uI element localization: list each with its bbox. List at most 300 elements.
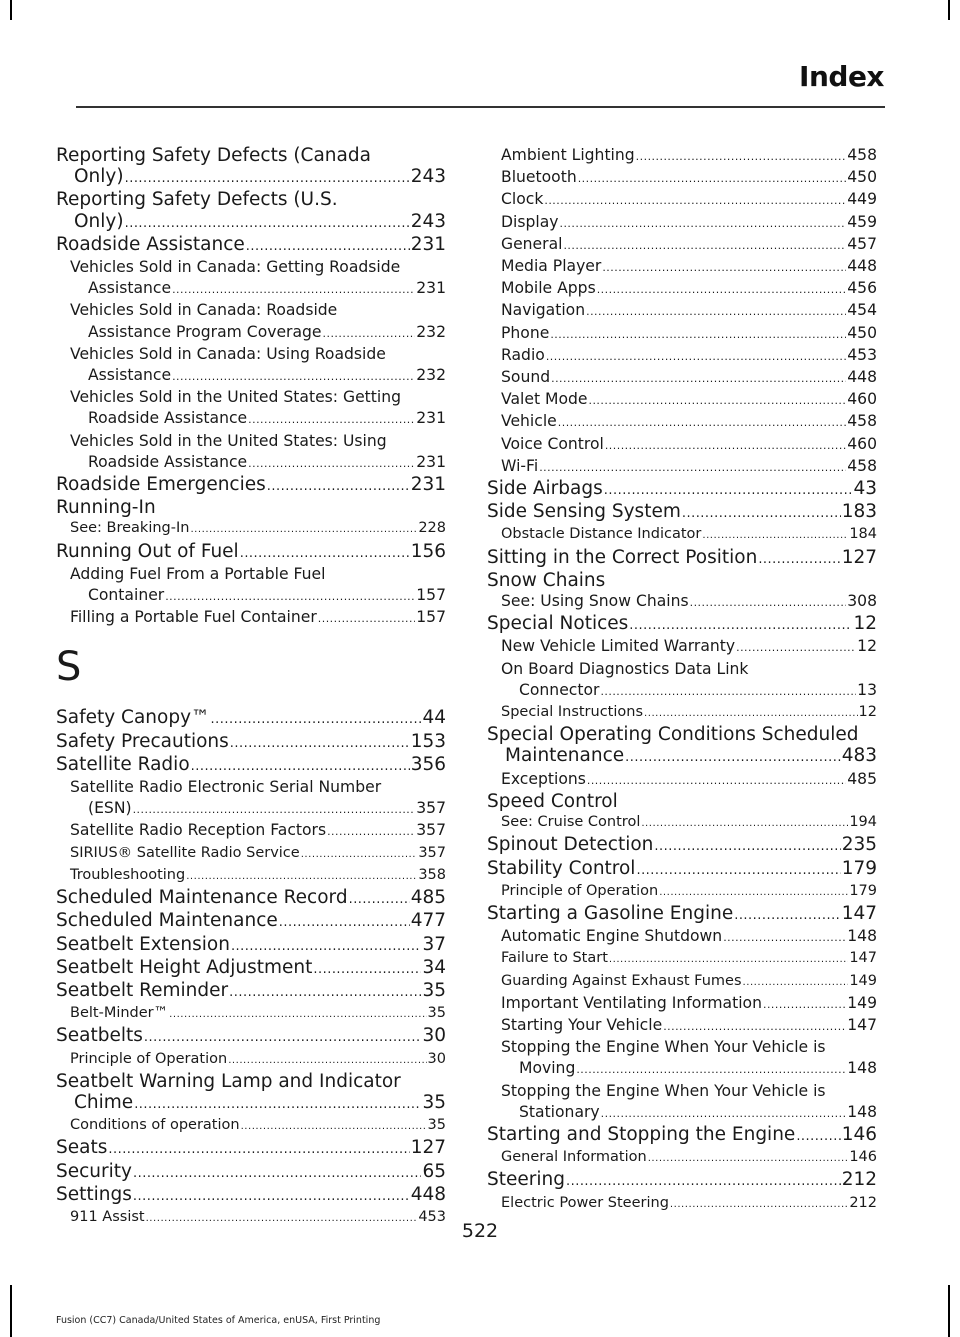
index-entry-label: Maintenance xyxy=(505,745,625,767)
index-page-link[interactable]: 448 xyxy=(410,1183,446,1205)
index-page-link[interactable]: 146 xyxy=(849,1149,877,1166)
dot-leader xyxy=(267,474,410,497)
index-page-link[interactable]: 35 xyxy=(427,1117,446,1134)
index-entry-label: Assistance xyxy=(88,366,172,385)
index-subentry xyxy=(501,971,877,993)
index-page-link[interactable]: 156 xyxy=(410,540,446,562)
index-page-link[interactable]: 231 xyxy=(416,279,446,298)
index-subentry xyxy=(70,431,446,474)
index-subentry xyxy=(70,1049,446,1071)
index-subentry xyxy=(70,387,446,430)
index-subentry xyxy=(501,256,877,278)
index-entry-label: Side Airbags xyxy=(487,478,603,500)
index-page-link[interactable]: 357 xyxy=(416,821,446,840)
index-entry-text: Vehicles Sold in the United States: Using xyxy=(70,431,387,450)
footer-text: Fusion (CC7) Canada/United States of America, enUSA, First Printing xyxy=(56,1315,381,1326)
index-entry xyxy=(487,858,877,881)
index-subentry xyxy=(70,607,446,629)
dot-leader xyxy=(279,910,410,933)
index-page-link[interactable]: 231 xyxy=(416,409,446,428)
dot-leader xyxy=(663,1015,846,1037)
index-page-link[interactable]: 153 xyxy=(410,730,446,752)
dot-leader xyxy=(246,234,410,257)
dot-leader xyxy=(228,1049,426,1071)
index-entry-label: Sitting in the Correct Position xyxy=(487,546,758,568)
index-entries-r xyxy=(56,145,446,629)
dot-leader xyxy=(172,365,415,387)
index-entry-text: Adding Fuel From a Portable Fuel xyxy=(70,564,326,583)
index-subentry xyxy=(501,1015,877,1037)
dot-leader xyxy=(211,707,422,730)
dot-leader xyxy=(551,367,846,389)
dot-leader xyxy=(125,166,410,189)
index-entry xyxy=(56,1025,446,1048)
dot-leader xyxy=(125,211,410,234)
index-entry-label: See: Cruise Control xyxy=(501,814,641,831)
index-entry-text: Stopping the Engine When Your Vehicle is xyxy=(501,1038,826,1057)
index-entry-text: Stopping the Engine When Your Vehicle is xyxy=(501,1081,826,1100)
index-entry-label: Important Ventilating Information xyxy=(501,993,762,1012)
index-page-link[interactable]: 458 xyxy=(847,412,877,431)
index-page-link[interactable]: 35 xyxy=(422,979,446,1001)
index-subentry xyxy=(501,411,877,433)
index-entry-label: Roadside Assistance xyxy=(56,233,245,255)
dot-leader xyxy=(108,1137,409,1160)
dot-leader xyxy=(327,820,415,842)
dot-leader xyxy=(796,1124,840,1147)
index-page-link[interactable]: 231 xyxy=(410,233,446,255)
index-entry-label: Troubleshooting xyxy=(70,866,186,883)
index-entry xyxy=(56,980,446,1003)
dot-leader xyxy=(605,434,846,456)
dot-leader xyxy=(589,389,847,411)
index-entry-label: Moving xyxy=(519,1059,576,1078)
dot-leader xyxy=(134,1092,421,1115)
index-entry-label: Starting Your Vehicle xyxy=(501,1015,663,1034)
page-number: 522 xyxy=(461,1220,499,1242)
index-page-link[interactable]: 453 xyxy=(418,1208,446,1225)
index-page-link[interactable]: 37 xyxy=(422,933,446,955)
index-page-link[interactable]: 243 xyxy=(410,166,446,188)
index-entry xyxy=(56,1071,446,1115)
index-entry-text: Reporting Safety Defects (U.S. xyxy=(56,189,338,211)
dot-leader xyxy=(248,452,415,474)
index-page-link[interactable]: 127 xyxy=(410,1137,446,1159)
index-entry-label: Seatbelt Height Adjustment xyxy=(56,956,313,978)
index-subentry xyxy=(501,212,877,234)
index-entry-label: General Information xyxy=(501,1149,647,1166)
index-entry-text: Satellite Radio Electronic Serial Number xyxy=(70,778,382,797)
dot-leader xyxy=(544,189,846,211)
index-entry xyxy=(487,547,877,570)
index-entry-label: Wi-Fi xyxy=(501,456,539,475)
index-entry-label: Safety Canopy™ xyxy=(56,707,210,729)
index-entry xyxy=(487,501,877,524)
index-subentry xyxy=(501,1037,877,1080)
index-entry-label: See: Using Snow Chains xyxy=(501,592,689,611)
title-rule xyxy=(76,106,885,108)
dot-leader xyxy=(644,702,858,724)
index-page-link[interactable]: 147 xyxy=(841,902,877,924)
index-entry-label: Container xyxy=(88,586,165,605)
index-entry-label: Media Player xyxy=(501,257,602,276)
index-subentry xyxy=(501,993,877,1015)
dot-leader xyxy=(133,798,416,820)
index-entry-label: Special Instructions xyxy=(501,704,644,721)
dot-leader xyxy=(734,903,840,926)
index-page-link[interactable]: 357 xyxy=(418,844,446,861)
index-page-link[interactable]: 13 xyxy=(857,680,877,699)
index-page-link[interactable]: 358 xyxy=(418,866,446,883)
dot-leader xyxy=(743,971,849,993)
index-entry-label: Phone xyxy=(501,323,550,342)
index-page-link[interactable]: 184 xyxy=(849,526,877,543)
index-page-link[interactable]: 485 xyxy=(410,887,446,909)
index-page-link[interactable]: 243 xyxy=(410,210,446,232)
index-subentry xyxy=(70,865,446,887)
index-entry-label: Failure to Start xyxy=(501,950,608,967)
index-page-link[interactable]: 357 xyxy=(416,799,446,818)
index-entry xyxy=(56,754,446,777)
index-subentry xyxy=(501,367,877,389)
index-column-left xyxy=(56,145,446,1229)
dot-leader xyxy=(609,948,848,970)
crop-mark-top-right xyxy=(948,0,950,20)
index-subentry xyxy=(501,524,877,546)
index-subentry xyxy=(70,1003,446,1025)
index-page-link[interactable]: 448 xyxy=(847,257,877,276)
dot-leader xyxy=(702,524,848,546)
index-entry xyxy=(56,934,446,957)
crop-mark-bottom-left xyxy=(10,1285,12,1337)
index-subentry xyxy=(501,948,877,970)
index-subentry xyxy=(501,300,877,322)
index-subentry xyxy=(70,777,446,820)
dot-leader xyxy=(133,1184,410,1207)
crop-mark-bottom-right xyxy=(948,1285,950,1337)
index-page-link[interactable]: 179 xyxy=(849,882,877,899)
index-subentry xyxy=(70,257,446,300)
index-entry-label: Connector xyxy=(519,680,600,699)
index-entry-label: Running Out of Fuel xyxy=(56,540,239,562)
index-entry-label: Scheduled Maintenance Record xyxy=(56,887,348,909)
index-entry-label: Voice Control xyxy=(501,434,604,453)
dot-leader xyxy=(240,541,410,564)
index-page-link[interactable]: 147 xyxy=(847,1015,877,1034)
index-page-link[interactable]: 453 xyxy=(847,345,877,364)
dot-leader xyxy=(576,1058,846,1080)
page-title: Index xyxy=(799,60,884,93)
index-entry xyxy=(56,731,446,754)
index-entry xyxy=(56,1184,446,1207)
index-page-link[interactable]: 194 xyxy=(849,814,877,831)
index-page-link[interactable]: 457 xyxy=(847,234,877,253)
index-entry xyxy=(487,1169,877,1192)
index-entry-label: Seatbelt Extension xyxy=(56,933,230,955)
index-entry-label: Only) xyxy=(74,166,124,188)
index-subentry xyxy=(70,300,446,343)
index-page-link[interactable]: 146 xyxy=(841,1123,877,1145)
index-page-link[interactable]: 235 xyxy=(841,834,877,856)
index-page-link[interactable]: 35 xyxy=(427,1005,446,1022)
index-entry-label: Seatbelt Reminder xyxy=(56,979,229,1001)
dot-leader xyxy=(550,323,846,345)
index-page-link[interactable]: 448 xyxy=(847,368,877,387)
index-page-link[interactable]: 454 xyxy=(847,301,877,320)
index-entry-text: Reporting Safety Defects (Canada xyxy=(56,145,371,166)
index-subentry xyxy=(501,145,877,167)
index-subentry xyxy=(70,344,446,387)
index-page-link[interactable]: 212 xyxy=(841,1169,877,1191)
dot-leader xyxy=(723,926,846,948)
index-page-link[interactable]: 232 xyxy=(416,366,446,385)
index-subentry xyxy=(501,881,877,903)
index-entry-label: Navigation xyxy=(501,301,586,320)
crop-mark-top-left xyxy=(10,0,12,20)
index-page-link[interactable]: 458 xyxy=(847,146,877,164)
index-page-link[interactable]: 149 xyxy=(849,972,877,989)
index-page-link[interactable]: 34 xyxy=(422,956,446,978)
dot-leader xyxy=(763,993,846,1015)
index-entry-text: On Board Diagnostics Data Link xyxy=(501,659,749,678)
dot-leader xyxy=(558,411,846,433)
index-entry-label: Principle of Operation xyxy=(501,882,659,899)
index-entry-label: General xyxy=(501,234,563,253)
dot-leader xyxy=(563,234,846,256)
dot-leader xyxy=(629,613,852,636)
dot-leader xyxy=(758,547,840,570)
dot-leader xyxy=(600,680,856,702)
index-subentry xyxy=(70,518,446,540)
index-entry-label: Starting a Gasoline Engine xyxy=(487,902,734,924)
index-entry-label: Speed Control xyxy=(487,790,618,812)
index-entry-label: Radio xyxy=(501,345,545,364)
index-entry-label: Spinout Detection xyxy=(487,834,654,856)
index-entries-s-continued xyxy=(487,145,877,1215)
index-entry xyxy=(56,1161,446,1184)
index-page-link[interactable]: 127 xyxy=(841,546,877,568)
dot-leader xyxy=(190,518,417,540)
index-page-link[interactable]: 212 xyxy=(849,1194,877,1211)
index-entry-label: Ambient Lighting xyxy=(501,146,635,164)
index-entry xyxy=(487,724,877,768)
index-entry xyxy=(56,910,446,933)
index-entry xyxy=(56,541,446,564)
index-entry-label: Exceptions xyxy=(501,769,586,788)
index-page-link[interactable]: 65 xyxy=(422,1160,446,1182)
dot-leader xyxy=(636,145,847,167)
index-page-link[interactable]: 148 xyxy=(847,1059,877,1078)
index-entry xyxy=(56,707,446,730)
index-page-link[interactable]: 35 xyxy=(422,1091,446,1113)
index-page-link[interactable]: 232 xyxy=(416,322,446,341)
index-subentry xyxy=(501,769,877,791)
dot-leader xyxy=(241,1115,427,1137)
index-page-link[interactable]: 456 xyxy=(847,279,877,298)
index-entry-label: See: Breaking-In xyxy=(70,520,190,537)
dot-leader xyxy=(636,858,840,881)
index-page-link[interactable]: 12 xyxy=(857,637,877,656)
index-page-link[interactable]: 148 xyxy=(847,1102,877,1121)
dot-leader xyxy=(539,456,846,478)
section-letter: S xyxy=(56,644,82,691)
index-entry-label: SIRIUS® Satellite Radio Service xyxy=(70,844,300,861)
index-page-link[interactable]: 157 xyxy=(416,586,446,605)
index-entry-label: 911 Assist xyxy=(70,1208,145,1225)
index-subentry xyxy=(501,345,877,367)
dot-leader xyxy=(682,501,841,524)
index-page-link[interactable]: 183 xyxy=(841,501,877,523)
index-page-link[interactable]: 458 xyxy=(847,456,877,475)
index-page-link[interactable]: 149 xyxy=(847,993,877,1012)
index-page-link[interactable]: 477 xyxy=(410,910,446,932)
index-entry-label: Satellite Radio Reception Factors xyxy=(70,821,327,840)
dot-leader xyxy=(231,934,422,957)
dot-leader xyxy=(229,980,421,1003)
index-page-link[interactable]: 460 xyxy=(847,434,877,453)
index-page-link[interactable]: 30 xyxy=(422,1025,446,1047)
index-page-link[interactable]: 148 xyxy=(847,927,877,946)
index-entry-text: Vehicles Sold in Canada: Roadside xyxy=(70,301,338,320)
index-page-link[interactable]: 231 xyxy=(416,452,446,471)
index-entry xyxy=(56,234,446,257)
index-subentry xyxy=(501,659,877,702)
index-entry-label: Security xyxy=(56,1160,132,1182)
index-subentry xyxy=(501,189,877,211)
dot-leader xyxy=(586,300,846,322)
index-entry-label: Scheduled Maintenance xyxy=(56,910,278,932)
index-subentry xyxy=(501,389,877,411)
index-entry-label: Obstacle Distance Indicator xyxy=(501,526,702,543)
index-entry-label: Special Notices xyxy=(487,613,629,635)
dot-leader xyxy=(587,769,846,791)
index-entry-label: Electric Power Steering xyxy=(501,1194,669,1211)
index-page-link[interactable]: 449 xyxy=(847,190,877,209)
dot-leader xyxy=(349,887,410,910)
index-entries-s xyxy=(56,707,446,1229)
dot-leader xyxy=(641,812,848,834)
dot-leader xyxy=(659,881,848,903)
index-page-link[interactable]: 308 xyxy=(847,592,877,611)
index-page-link[interactable]: 12 xyxy=(853,613,877,635)
dot-leader xyxy=(546,345,846,367)
dot-leader xyxy=(597,278,847,300)
dot-leader xyxy=(323,322,416,344)
index-subentry xyxy=(501,1193,877,1215)
index-entry-label: Snow Chains xyxy=(487,569,606,591)
dot-leader xyxy=(318,607,415,629)
index-page-link[interactable]: 460 xyxy=(847,390,877,409)
index-page-link[interactable]: 12 xyxy=(858,704,877,721)
index-page-link[interactable]: 44 xyxy=(422,707,446,729)
dot-leader xyxy=(144,1025,422,1048)
index-entry xyxy=(56,957,446,980)
dot-leader xyxy=(648,1147,849,1169)
dot-leader xyxy=(186,865,417,887)
dot-leader xyxy=(654,834,840,857)
index-entry-label: Belt-Minder™ xyxy=(70,1005,169,1022)
dot-leader xyxy=(165,585,415,607)
index-entry-text: Seatbelt Warning Lamp and Indicator xyxy=(56,1070,401,1092)
index-entry-text: Special Operating Conditions Scheduled xyxy=(487,724,859,746)
index-entry-label: Clock xyxy=(501,190,544,209)
index-entry-label: Conditions of operation xyxy=(70,1117,240,1134)
index-subentry xyxy=(501,456,877,478)
index-entry-label: Assistance xyxy=(88,279,172,298)
index-page-link[interactable]: 356 xyxy=(410,753,446,775)
index-subentry xyxy=(70,564,446,607)
index-subentry xyxy=(501,323,877,345)
index-page-link[interactable]: 485 xyxy=(847,769,877,788)
index-page-link[interactable]: 450 xyxy=(847,168,877,187)
index-entry-label: Principle of Operation xyxy=(70,1050,228,1067)
index-subentry xyxy=(501,1081,877,1124)
index-entry-label: Valet Mode xyxy=(501,390,588,409)
index-entry-label: Side Sensing System xyxy=(487,501,681,523)
index-entry-label: Vehicle xyxy=(501,412,557,431)
index-entry xyxy=(56,145,446,189)
index-subentry xyxy=(70,843,446,865)
dot-leader xyxy=(566,1169,841,1192)
dot-leader xyxy=(670,1193,848,1215)
dot-leader xyxy=(604,478,853,501)
index-page-link[interactable]: 228 xyxy=(418,520,446,537)
index-entry xyxy=(56,474,446,497)
index-page-link[interactable]: 30 xyxy=(427,1050,446,1067)
index-entry-label: Settings xyxy=(56,1183,132,1205)
index-subentry xyxy=(501,234,877,256)
index-entry-label: Display xyxy=(501,212,559,231)
dot-leader xyxy=(625,745,841,768)
index-entry-label: Chime xyxy=(74,1091,134,1113)
index-page-link[interactable]: 459 xyxy=(847,212,877,231)
index-entry xyxy=(56,887,446,910)
dot-leader xyxy=(169,1003,426,1025)
index-column-right xyxy=(487,145,877,1215)
index-page-link[interactable]: 43 xyxy=(853,478,877,500)
index-entry-label: Assistance Program Coverage xyxy=(88,322,322,341)
dot-leader xyxy=(559,212,846,234)
dot-leader xyxy=(230,731,410,754)
index-entry-text: Vehicles Sold in the United States: Getting xyxy=(70,388,402,407)
index-entry xyxy=(487,613,877,636)
index-entry-label: Bluetooth xyxy=(501,168,577,187)
index-page-link[interactable]: 147 xyxy=(849,950,877,967)
index-subentry xyxy=(501,812,877,834)
index-entry-label: Seats xyxy=(56,1137,108,1159)
index-entry-label: Only) xyxy=(74,210,124,232)
index-page-link[interactable]: 483 xyxy=(841,745,877,767)
index-entry xyxy=(487,478,877,501)
index-subentry xyxy=(501,591,877,613)
index-entry xyxy=(487,1124,877,1147)
index-entry-text: Vehicles Sold in Canada: Getting Roadside xyxy=(70,258,401,277)
index-entry-label: Satellite Radio xyxy=(56,753,190,775)
index-subentry xyxy=(70,820,446,842)
index-entry-label: Seatbelts xyxy=(56,1025,143,1047)
index-subentry xyxy=(501,434,877,456)
index-page-link[interactable]: 450 xyxy=(847,323,877,342)
index-page-link[interactable]: 231 xyxy=(410,474,446,496)
index-entry-label: Guarding Against Exhaust Fumes xyxy=(501,972,742,989)
index-subentry xyxy=(501,636,877,658)
dot-leader xyxy=(172,278,415,300)
index-entry-label: Filling a Portable Fuel Container xyxy=(70,608,317,627)
index-page-link[interactable]: 157 xyxy=(416,608,446,627)
index-entry xyxy=(56,497,446,518)
index-page-link[interactable]: 179 xyxy=(841,857,877,879)
index-subentry xyxy=(501,702,877,724)
